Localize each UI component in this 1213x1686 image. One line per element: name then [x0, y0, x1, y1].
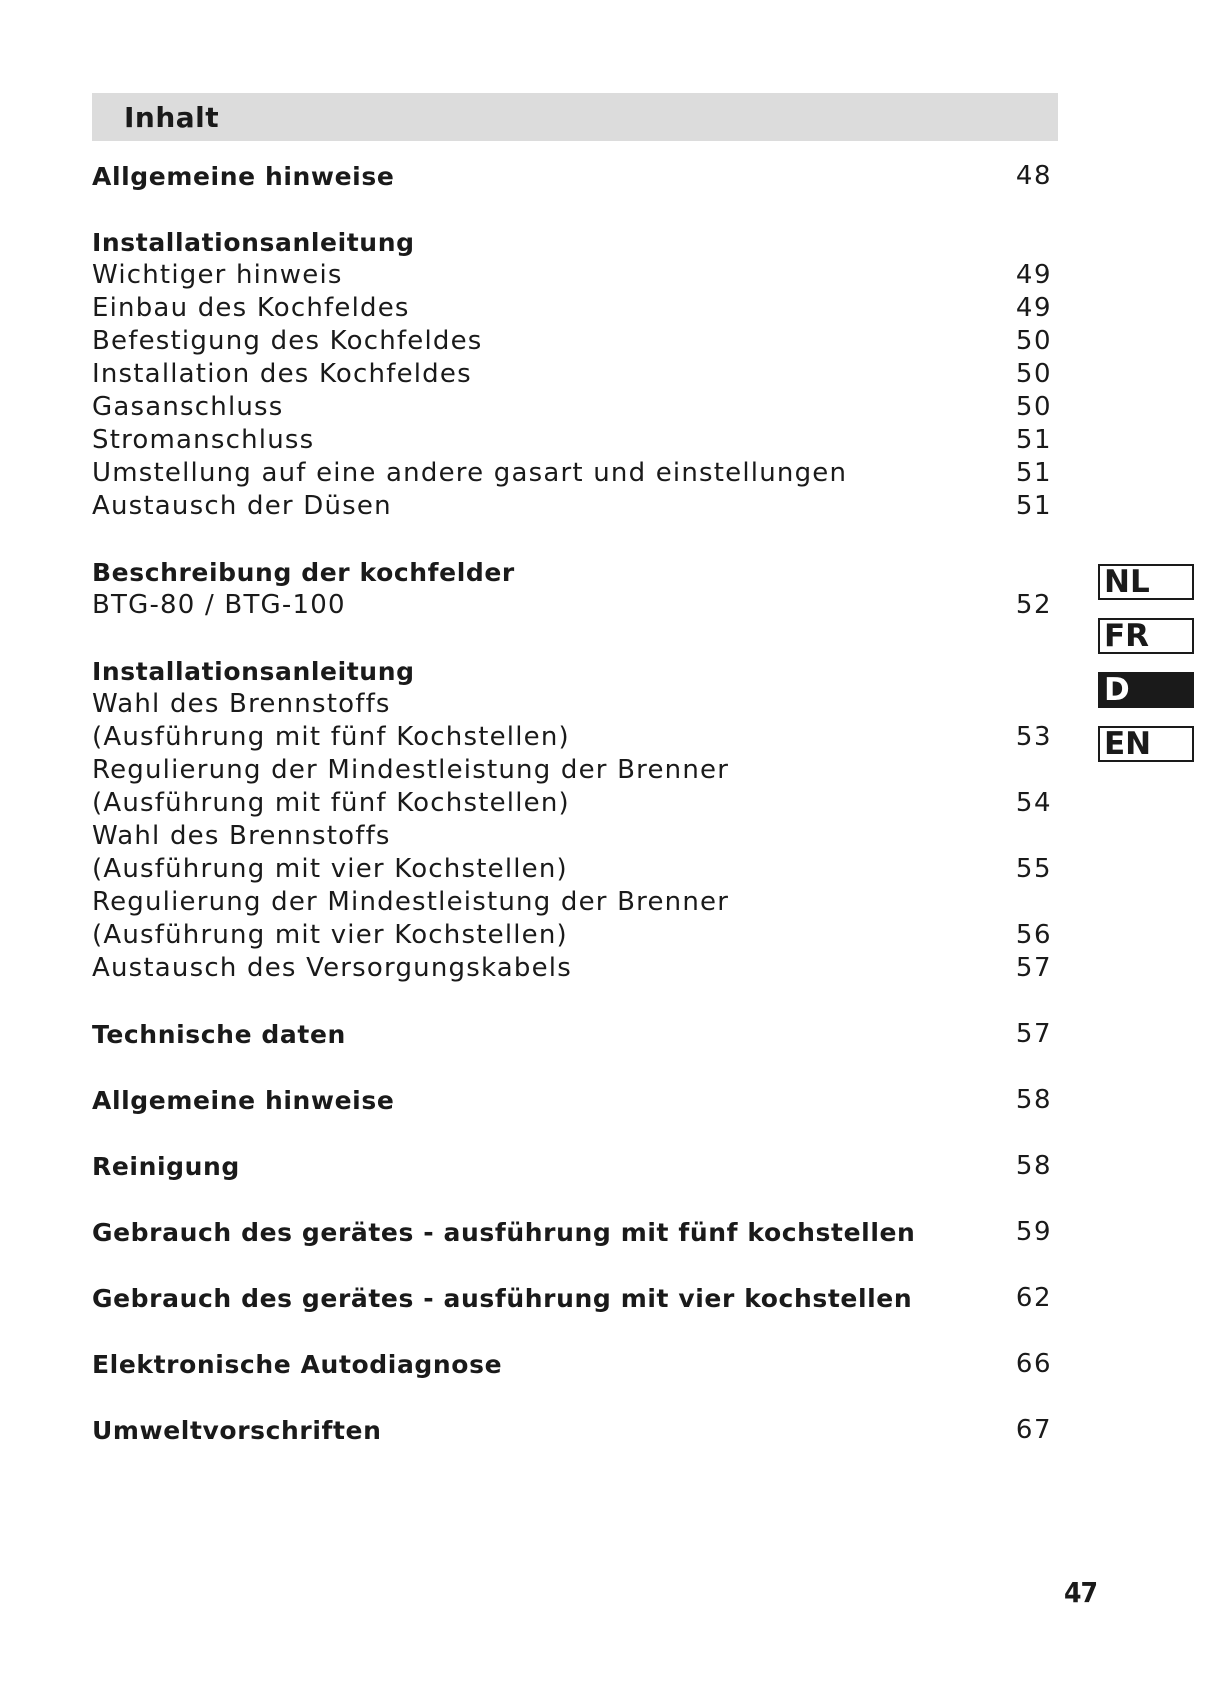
- toc-entry-label: Beschreibung der kochfelder: [92, 558, 515, 587]
- toc-entry[interactable]: [92, 589, 1058, 622]
- language-tab-fr[interactable]: FR: [1098, 618, 1194, 654]
- toc-entry-label: Wahl des Brennstoffs: [92, 821, 391, 851]
- toc-entry-page: 51: [1015, 491, 1052, 521]
- toc-section-heading[interactable]: [92, 556, 1058, 589]
- toc-entry-label: Reinigung: [92, 1152, 240, 1181]
- toc-entry[interactable]: [92, 325, 1058, 358]
- toc-entry[interactable]: [92, 490, 1058, 523]
- toc-entry-label: Befestigung des Kochfeldes: [92, 326, 483, 356]
- toc-entry-label: (Ausführung mit vier Kochstellen): [92, 920, 568, 950]
- toc-entry-label: BTG-80 / BTG-100: [92, 590, 346, 620]
- toc-entry[interactable]: [92, 259, 1058, 292]
- toc-entry[interactable]: [92, 688, 1058, 721]
- toc-entry-label: Elektronische Autodiagnose: [92, 1350, 503, 1379]
- toc-header-bar: [92, 93, 1058, 141]
- toc-entry-label: Installationsanleitung: [92, 657, 415, 686]
- toc-entry[interactable]: [92, 754, 1058, 787]
- toc-entry-label: (Ausführung mit fünf Kochstellen): [92, 722, 570, 752]
- toc-entry-label: Regulierung der Mindestleistung der Brenner: [92, 755, 730, 785]
- toc-entry-page: 48: [1015, 161, 1052, 191]
- toc-entry-page: 67: [1015, 1415, 1052, 1445]
- toc-entry-label: Allgemeine hinweise: [92, 1086, 395, 1115]
- toc-entry[interactable]: [92, 721, 1058, 754]
- toc-entry-page: 50: [1015, 359, 1052, 389]
- toc-entry-label: Gebrauch des gerätes - ausführung mit fünf kochstellen: [92, 1218, 916, 1247]
- toc-entry-label: Installation des Kochfeldes: [92, 359, 472, 389]
- language-tab-en[interactable]: EN: [1098, 726, 1194, 762]
- toc-section-heading[interactable]: [92, 226, 1058, 259]
- toc-entry-page: 54: [1015, 788, 1052, 818]
- toc-entry-page: 50: [1015, 392, 1052, 422]
- toc-entry-label: Gebrauch des gerätes - ausführung mit vier kochstellen: [92, 1284, 913, 1313]
- toc-entry-page: 53: [1015, 722, 1052, 752]
- toc-entry-page: 51: [1015, 425, 1052, 455]
- toc-section-heading[interactable]: [92, 1414, 1058, 1447]
- toc-entry-page: 57: [1015, 1019, 1052, 1049]
- toc-entry-page: 58: [1015, 1151, 1052, 1181]
- toc-section-heading[interactable]: [92, 1348, 1058, 1381]
- toc-entry-page: 55: [1015, 854, 1052, 884]
- toc-entry[interactable]: [92, 457, 1058, 490]
- toc-entry-label: Regulierung der Mindestleistung der Brenner: [92, 887, 730, 917]
- toc-entry-page: 49: [1015, 293, 1052, 323]
- toc-entry-page: 57: [1015, 953, 1052, 983]
- toc-entry-label: Wahl des Brennstoffs: [92, 689, 391, 719]
- toc-section-heading[interactable]: [92, 1282, 1058, 1315]
- toc-entry-label: Gasanschluss: [92, 392, 284, 422]
- toc-entry-page: 58: [1015, 1085, 1052, 1115]
- language-tab-nl[interactable]: NL: [1098, 564, 1194, 600]
- toc-entry[interactable]: [92, 886, 1058, 919]
- toc-entry-page: 51: [1015, 458, 1052, 488]
- toc-entry-label: Umstellung auf eine andere gasart und einstellungen: [92, 458, 848, 488]
- toc-entry[interactable]: [92, 919, 1058, 952]
- toc-entry-label: Allgemeine hinweise: [92, 162, 395, 191]
- toc-entry-label: Austausch des Versorgungskabels: [92, 953, 572, 983]
- toc-section-heading[interactable]: [92, 1216, 1058, 1249]
- toc-section-heading[interactable]: [92, 1018, 1058, 1051]
- toc-entry[interactable]: [92, 391, 1058, 424]
- toc-entry-label: (Ausführung mit fünf Kochstellen): [92, 788, 570, 818]
- toc-entry-label: Installationsanleitung: [92, 228, 415, 257]
- toc-entry-page: 52: [1015, 590, 1052, 620]
- toc-entry-label: Einbau des Kochfeldes: [92, 293, 410, 323]
- toc-entry[interactable]: [92, 358, 1058, 391]
- toc-entry[interactable]: [92, 787, 1058, 820]
- toc-section-heading[interactable]: [92, 1084, 1058, 1117]
- toc-entry-page: 50: [1015, 326, 1052, 356]
- toc-entry-page: 56: [1015, 920, 1052, 950]
- toc-entry-label: Austausch der Düsen: [92, 491, 392, 521]
- toc-entry[interactable]: [92, 292, 1058, 325]
- toc-section-heading[interactable]: [92, 1150, 1058, 1183]
- toc-section-heading[interactable]: [92, 655, 1058, 688]
- toc-entry[interactable]: [92, 820, 1058, 853]
- toc-section-heading[interactable]: [92, 160, 1058, 193]
- toc-title: Inhalt: [124, 101, 220, 134]
- toc-entry-label: Stromanschluss: [92, 425, 315, 455]
- toc-entry-page: 49: [1015, 260, 1052, 290]
- language-tabs: [1098, 564, 1194, 780]
- toc-entry[interactable]: [92, 424, 1058, 457]
- toc-entry-page: 59: [1015, 1217, 1052, 1247]
- toc-entry-page: 62: [1015, 1283, 1052, 1313]
- toc-entry-label: Technische daten: [92, 1020, 346, 1049]
- table-of-contents: [92, 160, 1058, 1447]
- toc-entry[interactable]: [92, 952, 1058, 985]
- toc-entry-page: 66: [1015, 1349, 1052, 1379]
- toc-entry[interactable]: [92, 853, 1058, 886]
- language-tab-d[interactable]: D: [1098, 672, 1194, 708]
- toc-entry-label: (Ausführung mit vier Kochstellen): [92, 854, 568, 884]
- toc-entry-label: Umweltvorschriften: [92, 1416, 382, 1445]
- toc-entry-label: Wichtiger hinweis: [92, 260, 343, 290]
- page-number: 47: [1064, 1576, 1098, 1609]
